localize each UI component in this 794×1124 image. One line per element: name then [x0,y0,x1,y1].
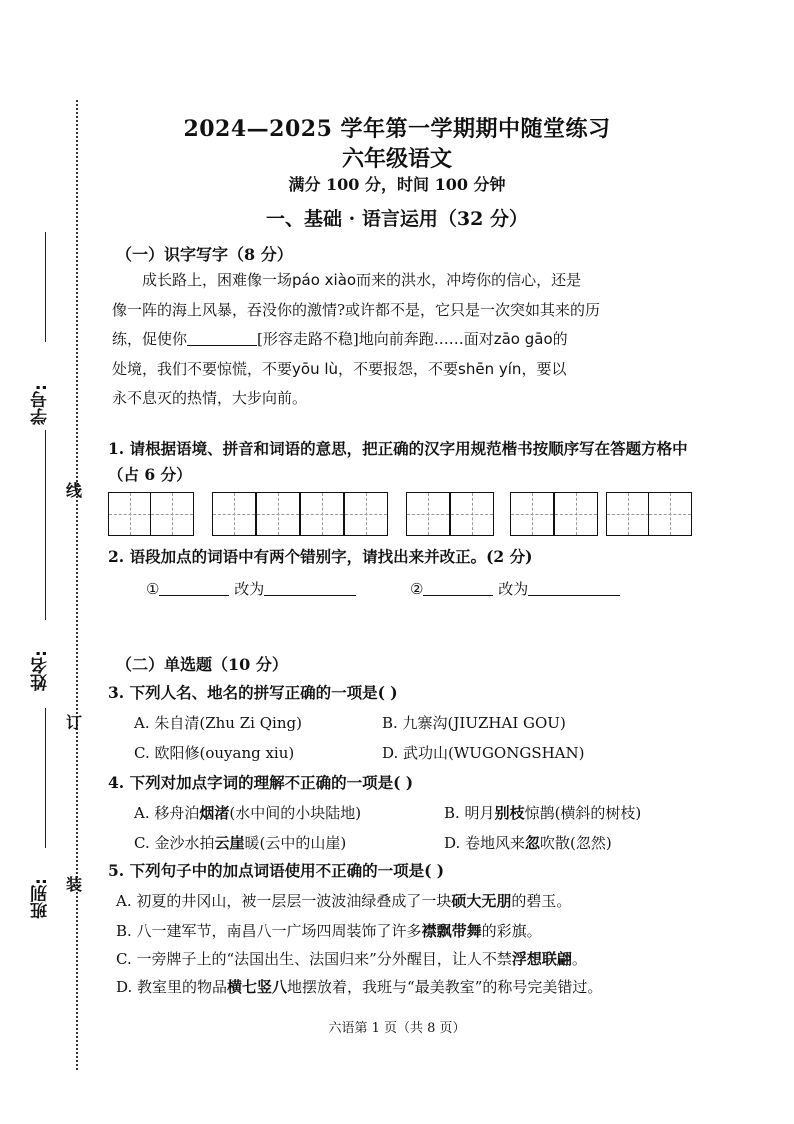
option-keyword: 云崖 [214,834,245,852]
question-3: 3. 下列人名、地名的拼写正确的一项是( ) [108,683,398,702]
binding-word-xian: 线 [66,481,83,500]
binding-word-zhuang: 装 [66,875,83,894]
q5-option-b[interactable] [116,920,542,941]
grid-cell[interactable] [450,492,494,536]
passage-text: 练，促使你 [112,330,188,348]
passage-text: 处境，我们不要惊慌，不要 [112,359,293,378]
question-1: 1. 请根据语境、拼音和词语的意思，把正确的汉字用规范楷书按顺序写在答题方格中（占 6 分） [108,439,688,484]
part2-title: （二）单选题（10 分） [116,655,288,674]
section-title: 一、基础 · 语言运用（32 分） [266,208,528,230]
fix-blank-correct[interactable] [528,579,620,596]
pinyin-1: páo xiào [292,271,357,289]
fix-blank-correct[interactable] [264,579,356,596]
q5-option-c[interactable] [116,948,587,969]
grid-cell[interactable] [212,492,256,536]
question-4: 4. 下列对加点字词的理解不正确的一项是( ) [108,773,414,792]
q3-option-b[interactable]: B. 九寨沟(JIUZHAI GOU) [382,714,566,732]
grid-cell[interactable] [510,492,554,536]
q3-option-d[interactable]: D. 武功山(WUGONGSHAN) [382,744,585,762]
fix-blank-wrong[interactable] [159,579,229,596]
fix-row-2 [410,578,620,599]
q4-option-b[interactable] [444,802,641,823]
grid-cell[interactable] [406,492,450,536]
change-to-label: 改为 [498,580,529,598]
passage-text: 成长路上，困难像一场 [142,271,293,289]
passage-text: ，不要报怨，不要 [338,359,459,378]
option-keyword: 襟飘带舞 [421,922,482,940]
option-keyword: 烟渚 [199,804,230,822]
option-text: (水中间的小块陆地) [229,804,362,822]
passage-text: ，要以 [521,359,567,378]
option-text: C. 金沙水拍 [134,834,215,852]
option-text: 暖(云中的山崖) [244,834,347,852]
grid-cell[interactable] [554,492,598,536]
grid-cell[interactable] [256,492,300,536]
binding-word-ding: 订 [66,713,83,732]
option-keyword: 别枝 [494,804,525,822]
fix-number: ② [410,580,424,598]
student-id-line-lower[interactable] [45,430,46,620]
exam-subject: 六年级语文 [341,146,452,172]
option-text: 。 [571,950,587,968]
name-label: 姓名: [31,650,51,691]
q3-option-c[interactable]: C. 欧阳修(ouyang xiu) [134,744,295,762]
fix-blank-wrong[interactable] [423,579,493,596]
option-keyword: 浮想联翩 [511,950,572,968]
fix-number: ① [146,580,160,598]
grid-cell[interactable] [648,492,692,536]
q3-option-a[interactable]: A. 朱自清(Zhu Zi Qing) [134,714,302,732]
q5-option-d[interactable] [116,976,602,997]
question-2: 2. 语段加点的词语中有两个错别字，请找出来并改正。(2 分) [108,547,533,566]
option-text: B. 明月 [444,804,495,822]
option-text: D. 教室里的物品 [116,978,228,996]
option-text: C. 一旁牌子上的“法国出生、法国归来”分外醒目，让人不禁 [116,950,512,968]
q4-option-c[interactable] [134,832,346,853]
answer-blank[interactable] [187,329,257,346]
binding-dotted-line [76,100,78,1070]
passage [112,266,690,414]
fix-row-1 [146,578,356,599]
q4-option-a[interactable] [134,802,361,823]
page-footer: 六语第 1 页（共 8 页） [328,1021,466,1036]
pinyin-3: yōu lù [292,359,339,378]
option-text: B. 八一建军节，南昌八一广场四周装饰了许多 [116,922,422,940]
q5-option-a[interactable] [116,890,571,911]
name-line[interactable] [45,708,46,848]
option-keyword: 忽 [525,834,541,852]
class-label: 班别: [31,878,51,919]
option-keyword: 横七竖八 [227,978,288,996]
exam-title: 2024—2025 学年第一学期期中随堂练习 [183,116,611,142]
change-to-label: 改为 [234,580,265,598]
option-text: 地摆放着，我班与“最美教室”的称号完美错过。 [287,978,603,996]
option-text: 的碧玉。 [511,892,572,910]
student-id-label: 学号: [31,384,51,425]
passage-text: 像一阵的海上风暴，吞没你的激情?或许都不是，它只是一次突如其来的历 [112,300,601,319]
grid-cell[interactable] [108,492,152,536]
passage-text: 的 [552,330,568,348]
option-text: 吹散(忽然) [540,834,612,852]
option-text: 惊鹊(横斜的树枝) [524,804,642,822]
passage-text: [形容走路不稳]地向前奔跑……面对 [257,330,494,348]
option-text: 的彩旗。 [481,922,542,940]
part1-title: （一）识字写字（8 分） [116,245,293,264]
grid-cell[interactable] [150,492,194,536]
grid-cell[interactable] [300,492,344,536]
grid-cell[interactable] [606,492,650,536]
pinyin-2: zāo gāo [493,330,553,348]
q4-option-d[interactable] [444,832,612,853]
option-text: A. 移舟泊 [134,804,200,822]
grid-cell[interactable] [344,492,388,536]
question-5: 5. 下列句子中的加点词语使用不正确的一项是( ) [108,861,445,880]
passage-text: 而来的洪水，冲垮你的信心，还是 [356,271,582,289]
option-text: D. 卷地风来 [444,834,526,852]
passage-text: 永不息灭的热情，大步向前。 [112,389,308,407]
exam-info: 满分 100 分，时间 100 分钟 [288,175,506,194]
option-text: A. 初夏的井冈山，被一层层一波波油绿叠成了一块 [116,892,452,910]
option-keyword: 硕大无朋 [451,892,512,910]
student-id-line[interactable] [45,232,46,342]
pinyin-4: shēn yín [458,359,522,378]
